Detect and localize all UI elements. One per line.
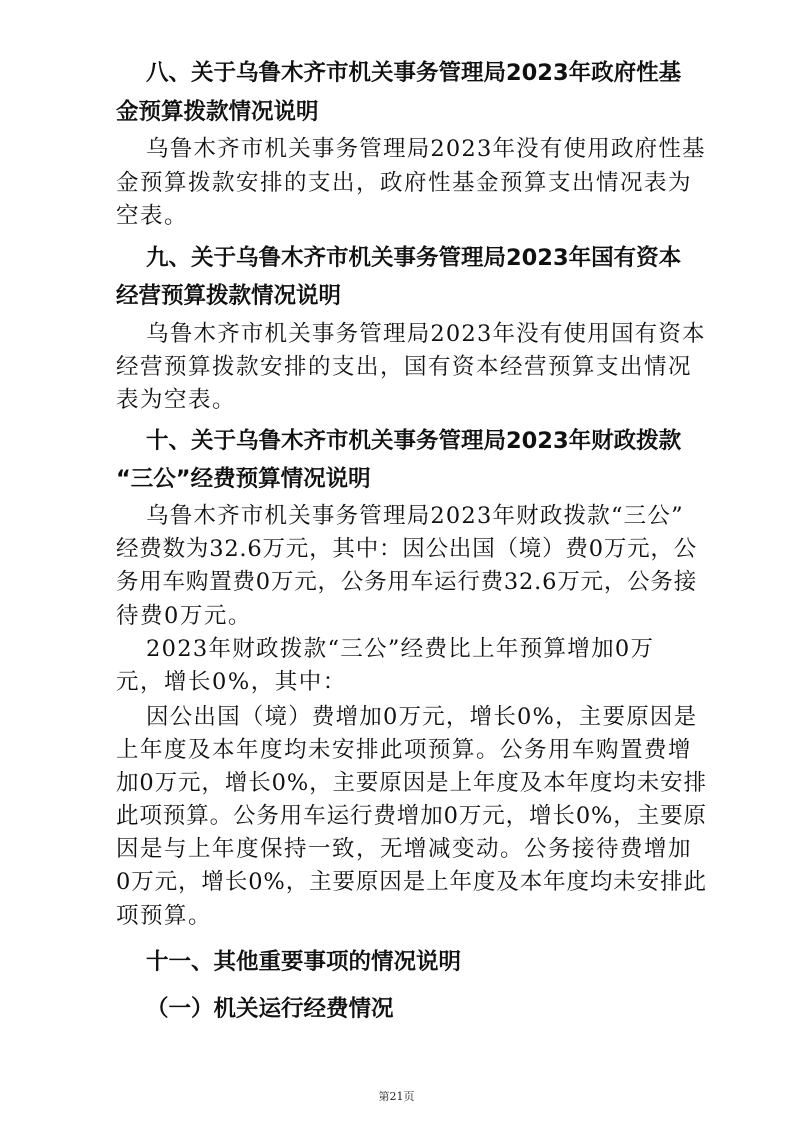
section-10-heading-line-2: “三公”经费预算情况说明: [116, 466, 371, 492]
section-9-heading-line-1: 九、关于乌鲁木齐市机关事务管理局2023年国有资本: [146, 245, 682, 271]
section-9-paragraph-line-2: 经营预算拨款安排的支出，国有资本经营预算支出情况: [116, 354, 693, 380]
section-8-paragraph-line-3: 空表。: [116, 203, 189, 229]
page-number: 第21页: [378, 1090, 415, 1103]
section-10-paragraph-1-line-4: 待费0万元。: [116, 603, 252, 629]
section-9-paragraph-line-1: 乌鲁木齐市机关事务管理局2023年没有使用国有资本: [146, 321, 706, 347]
section-10-paragraph-1-line-2: 经费数为32.6万元，其中：因公出国（境）费0万元，公: [116, 536, 698, 562]
section-11-heading: 十一、其他重要事项的情况说明: [146, 949, 462, 975]
section-10-paragraph-3-line-7: 项预算。: [116, 903, 213, 929]
section-10-paragraph-3-line-1: 因公出国（境）费增加0万元，增长0%，主要原因是: [146, 704, 698, 730]
section-10-paragraph-3-line-5: 因是与上年度保持一致，无增减变动。公务接待费增加: [116, 836, 693, 862]
section-8-heading-line-1: 八、关于乌鲁木齐市机关事务管理局2023年政府性基: [146, 60, 682, 86]
section-9-paragraph-line-3: 表为空表。: [116, 387, 237, 413]
section-10-paragraph-1-line-3: 务用车购置费0万元，公务用车运行费32.6万元，公务接: [116, 569, 698, 595]
section-10-heading-line-1: 十、关于乌鲁木齐市机关事务管理局2023年财政拨款: [146, 428, 682, 454]
section-9-heading-line-2: 经营预算拨款情况说明: [116, 283, 342, 309]
section-8-paragraph-line-2: 金预算拨款安排的支出，政府性基金预算支出情况表为: [116, 170, 693, 196]
section-10-paragraph-2-line-2: 元，增长0%，其中：: [116, 669, 347, 695]
section-11-subheading-1: （一）机关运行经费情况: [146, 996, 394, 1022]
section-10-paragraph-3-line-2: 上年度及本年度均未安排此项预算。公务用车购置费增: [116, 737, 693, 763]
section-8-heading-line-2: 金预算拨款情况说明: [116, 99, 319, 125]
section-10-paragraph-1-line-1: 乌鲁木齐市机关事务管理局2023年财政拨款“三公”: [146, 503, 684, 529]
section-10-paragraph-3-line-6: 0万元，增长0%，主要原因是上年度及本年度均未安排此: [116, 869, 707, 895]
section-10-paragraph-3-line-3: 加0万元，增长0%，主要原因是上年度及本年度均未安排: [116, 770, 707, 796]
section-10-paragraph-2-line-1: 2023年财政拨款“三公”经费比上年预算增加0万: [146, 636, 655, 662]
section-10-paragraph-3-line-4: 此项预算。公务用车运行费增加0万元，增长0%，主要原: [116, 803, 707, 829]
section-8-paragraph-line-1: 乌鲁木齐市机关事务管理局2023年没有使用政府性基: [146, 136, 706, 162]
